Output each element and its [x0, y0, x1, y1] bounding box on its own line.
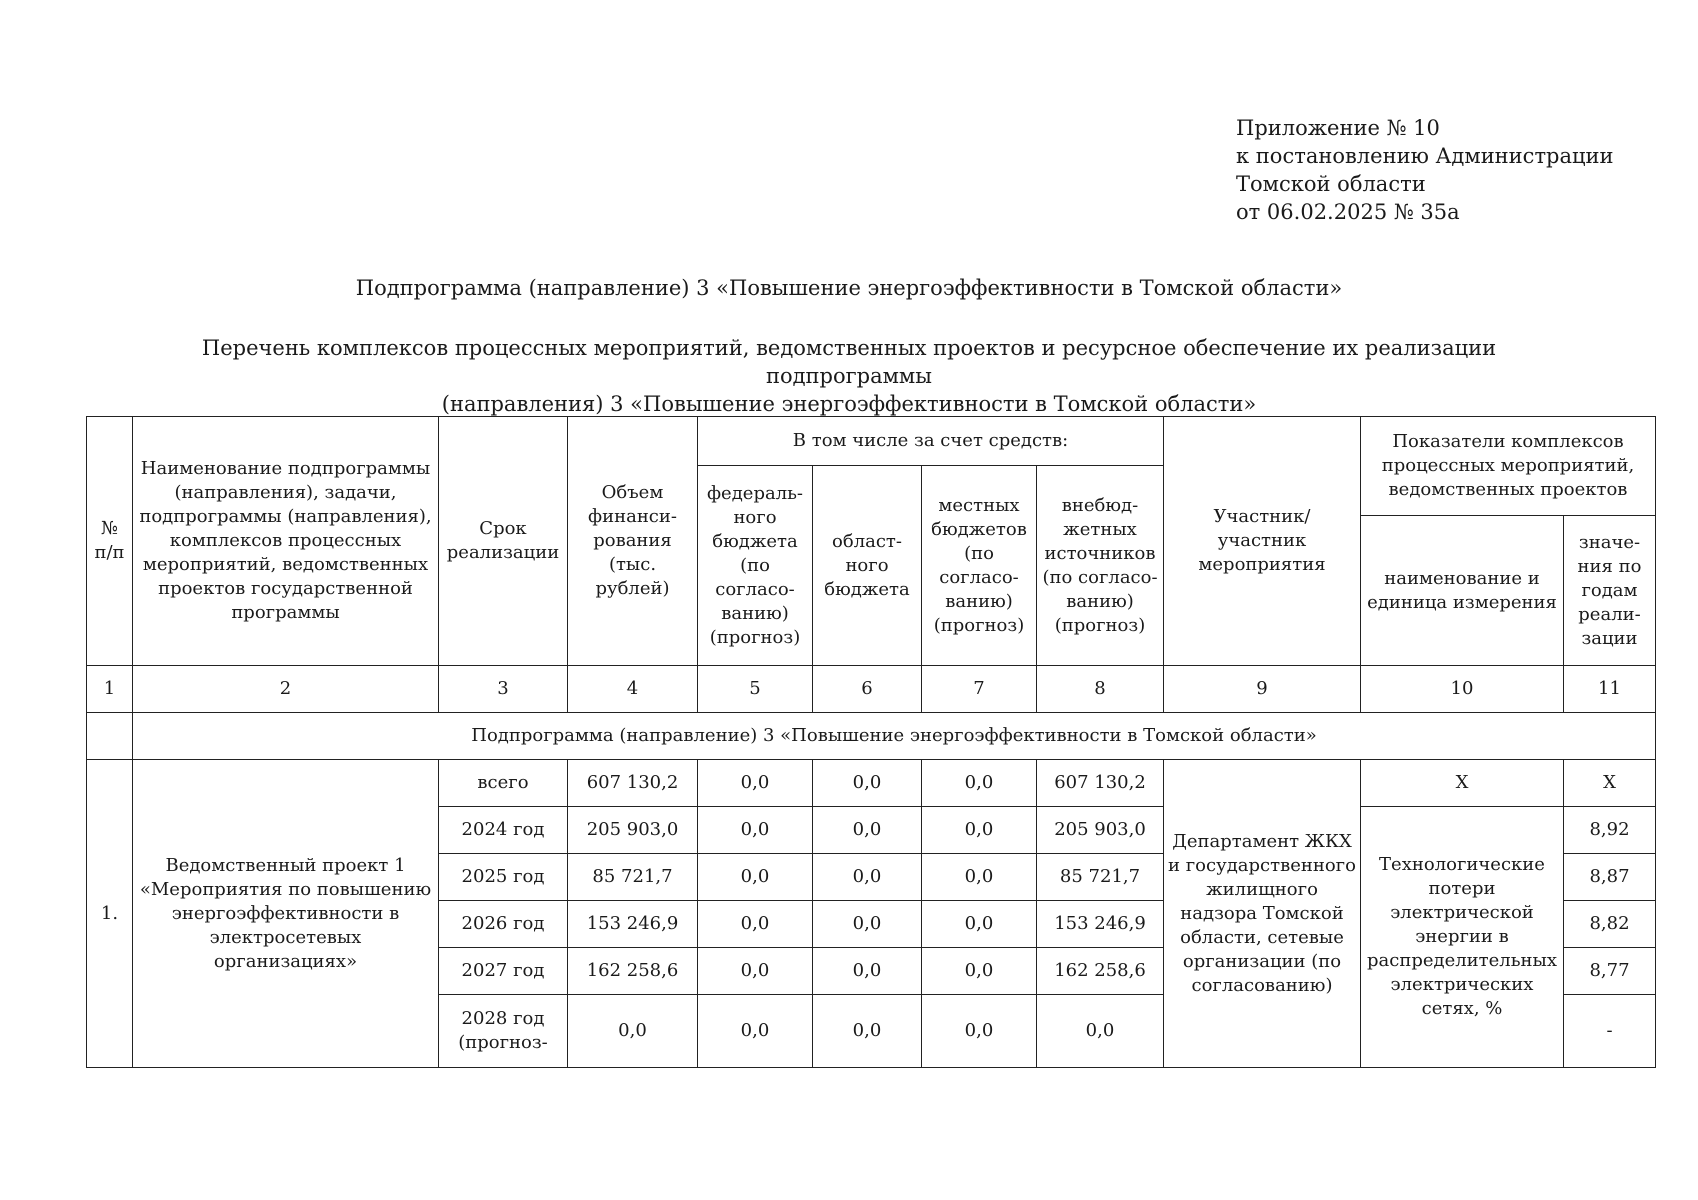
row-term: 2028 год (прогноз-	[439, 995, 568, 1068]
row-extra: 162 258,6	[1037, 948, 1164, 995]
row-term: 2025 год	[439, 854, 568, 901]
section-title: Подпрограмма (направление) 3 «Повышение энергоэффективности в Томской области»	[133, 713, 1656, 760]
row-extra: 205 903,0	[1037, 807, 1164, 854]
col-number: 9	[1164, 666, 1361, 713]
header-name: Наименование подпрограммы (направления), задачи, подпрограммы (направления), комплексов процессных мероприятий, ведомственных проектов государственной программы	[133, 417, 439, 666]
row-federal: 0,0	[698, 948, 813, 995]
row-federal: 0,0	[698, 901, 813, 948]
col-number: 1	[87, 666, 133, 713]
annex-line-3: Томской области	[1236, 172, 1426, 196]
row-local: 0,0	[922, 807, 1037, 854]
col-number: 8	[1037, 666, 1164, 713]
row-local: 0,0	[922, 854, 1037, 901]
indicator-total: Х	[1361, 760, 1564, 807]
row-regional: 0,0	[813, 901, 922, 948]
row-volume: 162 258,6	[568, 948, 698, 995]
section-row	[87, 713, 1656, 760]
row-local: 0,0	[922, 948, 1037, 995]
header-indicators: Показатели комплексов процессных мероприятий, ведомственных проектов	[1361, 417, 1656, 516]
row-term: 2024 год	[439, 807, 568, 854]
row-extra: 0,0	[1037, 995, 1164, 1068]
resource-table	[86, 416, 1656, 1068]
col-number: 4	[568, 666, 698, 713]
col-number: 10	[1361, 666, 1564, 713]
table-row	[87, 760, 1656, 807]
row-volume: 0,0	[568, 995, 698, 1068]
header-federal: федераль-ного бюджета (по согласо-ванию) (прогноз)	[698, 466, 813, 666]
row-regional: 0,0	[813, 854, 922, 901]
row-term: 2026 год	[439, 901, 568, 948]
heading-line-2: (направления) 3 «Повышение энергоэффективности в Томской области»	[441, 392, 1257, 416]
col-number: 3	[439, 666, 568, 713]
row-extra: 607 130,2	[1037, 760, 1164, 807]
header-participant: Участник/ участник мероприятия	[1164, 417, 1361, 666]
row-federal: 0,0	[698, 760, 813, 807]
header-row-1	[87, 417, 1656, 466]
header-indicator-name: наименование и единица измерения	[1361, 516, 1564, 666]
row-volume: 153 246,9	[568, 901, 698, 948]
heading-line-1: Перечень комплексов процессных мероприятий, ведомственных проектов и ресурсное обеспечение их реализации подпрограммы	[201, 336, 1497, 388]
annex-line-1: Приложение № 10	[1236, 116, 1440, 140]
subprogram-title: Подпрограмма (направление) 3 «Повышение энергоэффективности в Томской области»	[355, 276, 1343, 300]
row-regional: 0,0	[813, 948, 922, 995]
project-num: 1.	[87, 760, 133, 1068]
col-number: 11	[1564, 666, 1656, 713]
annex-line-4: от 06.02.2025 № 35а	[1236, 200, 1460, 224]
header-regional: област-ного бюджета	[813, 466, 922, 666]
row-local: 0,0	[922, 995, 1037, 1068]
annex-line-2: к постановлению Администрации	[1236, 144, 1614, 168]
col-number: 2	[133, 666, 439, 713]
header-term: Срок реализации	[439, 417, 568, 666]
row-volume: 205 903,0	[568, 807, 698, 854]
row-regional: 0,0	[813, 807, 922, 854]
document-heading	[120, 334, 1578, 418]
row-volume: 85 721,7	[568, 854, 698, 901]
header-num: № п/п	[87, 417, 133, 666]
row-federal: 0,0	[698, 995, 813, 1068]
header-extra: внебюд-жетных источников (по согласо-ванию) (прогноз)	[1037, 466, 1164, 666]
row-extra: 85 721,7	[1037, 854, 1164, 901]
row-local: 0,0	[922, 901, 1037, 948]
col-number: 7	[922, 666, 1037, 713]
row-value: Х	[1564, 760, 1656, 807]
section-num-cell	[87, 713, 133, 760]
row-term: всего	[439, 760, 568, 807]
row-value: 8,77	[1564, 948, 1656, 995]
col-number: 5	[698, 666, 813, 713]
row-value: -	[1564, 995, 1656, 1068]
annex-block	[1236, 114, 1614, 226]
row-extra: 153 246,9	[1037, 901, 1164, 948]
row-regional: 0,0	[813, 995, 922, 1068]
row-regional: 0,0	[813, 760, 922, 807]
row-federal: 0,0	[698, 854, 813, 901]
indicator-name: Технологические потери электрической энергии в распределительных электрических сетях, %	[1361, 807, 1564, 1068]
project-participant: Департамент ЖКХ и государственного жилищного надзора Томской области, сетевые организации (по согласованию)	[1164, 760, 1361, 1068]
header-indicator-values: значе-ния по годам реали-зации	[1564, 516, 1656, 666]
row-value: 8,92	[1564, 807, 1656, 854]
header-including: В том числе за счет средств:	[698, 417, 1164, 466]
column-numbers-row	[87, 666, 1656, 713]
col-number: 6	[813, 666, 922, 713]
row-local: 0,0	[922, 760, 1037, 807]
row-value: 8,87	[1564, 854, 1656, 901]
row-value: 8,82	[1564, 901, 1656, 948]
row-volume: 607 130,2	[568, 760, 698, 807]
row-term: 2027 год	[439, 948, 568, 995]
header-local: местных бюджетов (по согласо-ванию) (прогноз)	[922, 466, 1037, 666]
project-name: Ведомственный проект 1 «Мероприятия по повышению энергоэффективности в электросетевых организациях»	[133, 760, 439, 1068]
header-volume: Объем финанси-рования (тыс. рублей)	[568, 417, 698, 666]
row-federal: 0,0	[698, 807, 813, 854]
